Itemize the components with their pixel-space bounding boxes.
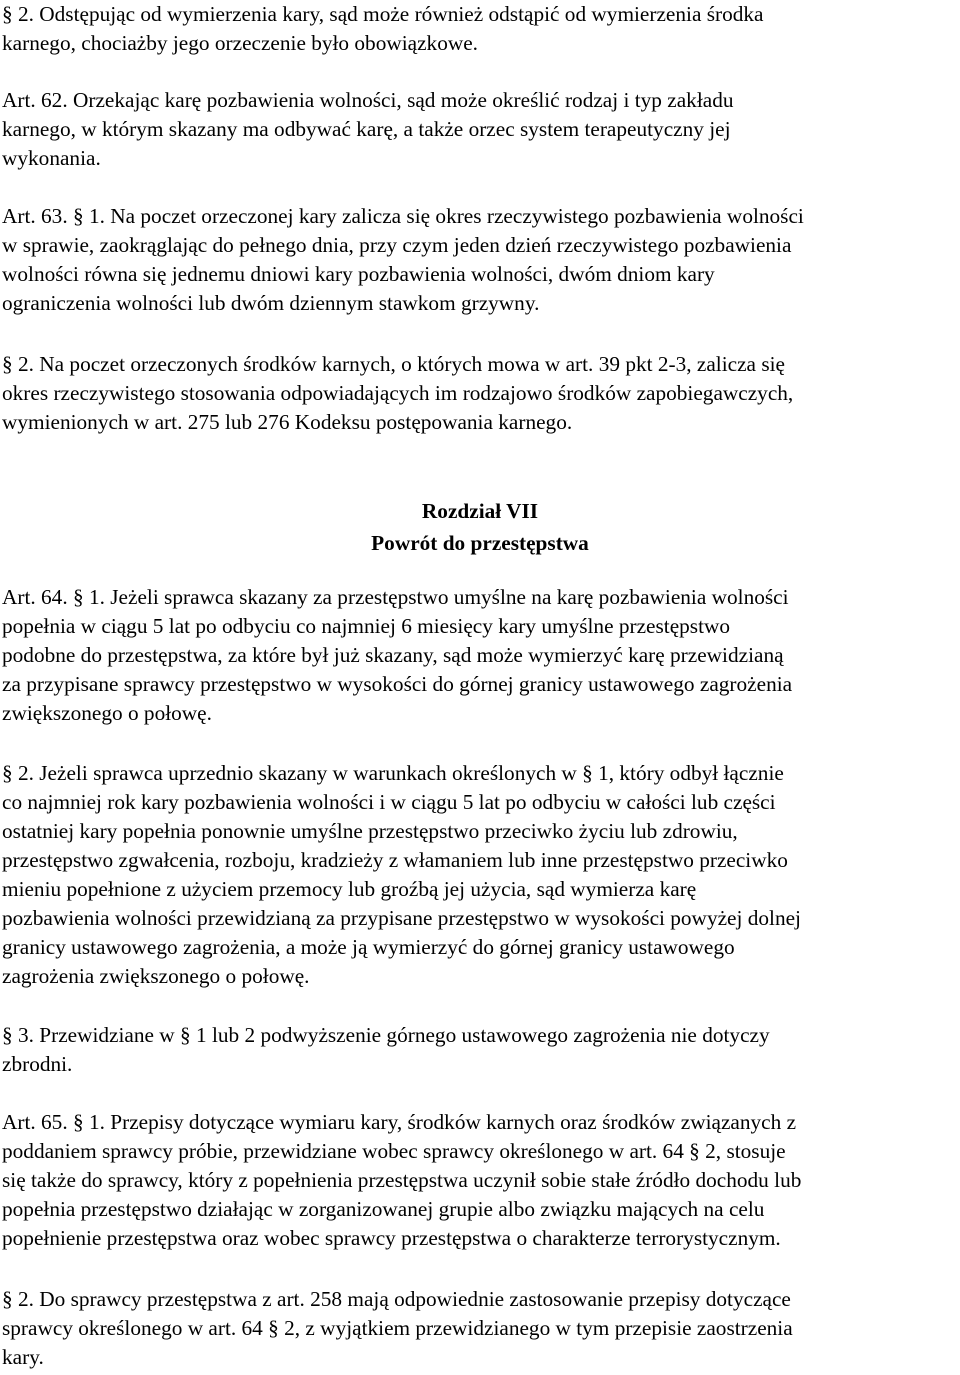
text-line: się także do sprawcy, który z popełnienia przestępstwa uczynił sobie stałe źródło dochodu lub <box>2 1168 802 1192</box>
paragraph-art62 <box>2 86 958 173</box>
text-line: karnego, chociażby jego orzeczenie było obowiązkowe. <box>2 31 479 55</box>
text-line: poddaniem sprawcy próbie, przewidziane wobec sprawcy określonego w art. 64 § 2, stosuje <box>2 1139 786 1163</box>
text-line: pozbawienia wolności przewidzianą za przypisane przestępstwo w wysokości powyżej dolnej <box>2 906 801 930</box>
text-line: § 3. Przewidziane w § 1 lub 2 podwyższenie górnego ustawowego zagrożenia nie dotyczy <box>2 1023 770 1047</box>
text-line: § 2. Do sprawcy przestępstwa z art. 258 mają odpowiednie zastosowanie przepisy dotyczące <box>2 1287 791 1311</box>
paragraph-art64-par3 <box>2 1021 958 1079</box>
text-line: granicy ustawowego zagrożenia, a może ją wymierzyć do górnej granicy ustawowego <box>2 935 735 959</box>
text-line: Art. 64. § 1. Jeżeli sprawca skazany za przestępstwo umyślne na karę pozbawienia wolności <box>2 585 789 609</box>
text-line: popełnienie przestępstwa oraz wobec sprawcy przestępstwa o charakterze terrorystycznym. <box>2 1226 781 1250</box>
chapter-number: Rozdział VII <box>421 499 539 523</box>
text-line: w sprawie, zaokrąglając do pełnego dnia, przy czym jeden dzień rzeczywistego pozbawienia <box>2 233 792 257</box>
text-line: Art. 65. § 1. Przepisy dotyczące wymiaru kary, środków karnych oraz środków związanych z <box>2 1110 797 1134</box>
text-line: sprawcy określonego w art. 64 § 2, z wyjątkiem przewidzianego w tym przepisie zaostrzenia <box>2 1316 793 1340</box>
text-line: wykonania. <box>2 146 101 170</box>
text-line: zwiększonego o połowę. <box>2 701 212 725</box>
text-line: wymienionych w art. 275 lub 276 Kodeksu postępowania karnego. <box>2 410 573 434</box>
paragraph-art63-par2 <box>2 350 958 437</box>
text-line: wolności równa się jednemu dniowi kary pozbawienia wolności, dwóm dniom kary <box>2 262 715 286</box>
paragraph-art65-par2 <box>2 1285 958 1372</box>
text-line: przestępstwo zgwałcenia, rozboju, kradzieży z włamaniem lub inne przestępstwo przeciwko <box>2 848 788 872</box>
text-line: zbrodni. <box>2 1052 73 1076</box>
paragraph-art63-par1 <box>2 202 958 318</box>
text-line: § 2. Odstępując od wymierzenia kary, sąd może również odstąpić od wymierzenia środka <box>2 2 764 26</box>
text-line: Art. 62. Orzekając karę pozbawienia wolności, sąd może określić rodzaj i typ zakładu <box>2 88 734 112</box>
text-line: § 2. Jeżeli sprawca uprzednio skazany w warunkach określonych w § 1, który odbył łącznie <box>2 761 784 785</box>
text-line: popełnia przestępstwo działając w zorganizowanej grupie albo związku mających na celu <box>2 1197 765 1221</box>
text-line: ograniczenia wolności lub dwóm dziennym stawkom grzywny. <box>2 291 540 315</box>
text-line: kary. <box>2 1345 44 1369</box>
text-line: za przypisane sprawcy przestępstwo w wysokości do górnej granicy ustawowego zagrożenia <box>2 672 793 696</box>
text-line: podobne do przestępstwa, za które był już skazany, sąd może wymierzyć karę przewidzianą <box>2 643 784 667</box>
paragraph-art64-par2 <box>2 759 958 991</box>
text-line: okres rzeczywistego stosowania odpowiadających im rodzajowo środków zapobiegawczych, <box>2 381 794 405</box>
text-line: zagrożenia zwiększonego o połowę. <box>2 964 310 988</box>
text-line: karnego, w którym skazany ma odbywać karę, a także orzec system terapeutyczny jej <box>2 117 731 141</box>
paragraph-art61-par2 <box>2 0 958 58</box>
text-line: ostatniej kary popełnia ponownie umyślne przestępstwo przeciwko życiu lub zdrowiu, <box>2 819 738 843</box>
text-line: mieniu popełnione z użyciem przemocy lub groźbą jej użycia, sąd wymierza karę <box>2 877 697 901</box>
text-line: Art. 63. § 1. Na poczet orzeczonej kary zalicza się okres rzeczywistego pozbawienia wolności <box>2 204 804 228</box>
paragraph-art65-par1 <box>2 1108 958 1253</box>
text-line: co najmniej rok kary pozbawienia wolności i w ciągu 5 lat po odbyciu w całości lub części <box>2 790 776 814</box>
text-line: § 2. Na poczet orzeczonych środków karnych, o których mowa w art. 39 pkt 2-3, zalicza się <box>2 352 785 376</box>
paragraph-art64-par1 <box>2 583 958 728</box>
chapter-title: Powrót do przestępstwa <box>371 531 589 555</box>
text-line: popełnia w ciągu 5 lat po odbyciu co najmniej 6 miesięcy kary umyślne przestępstwo <box>2 614 731 638</box>
